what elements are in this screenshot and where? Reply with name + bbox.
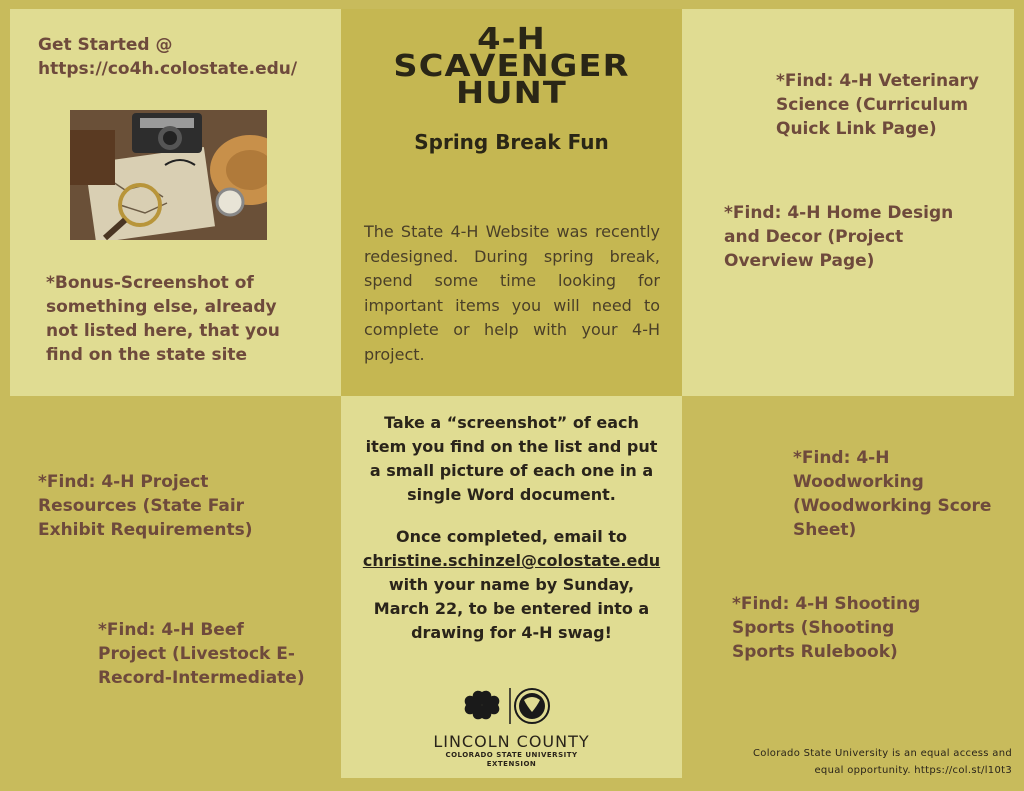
description: The State 4-H Website was recently redesigned. During spring break, spend some time looking for important items you will need to complete or help with your 4-H project. <box>364 222 660 364</box>
find-woodworking: *Find: 4-H Woodworking (Woodworking Score Sheet) <box>793 448 992 540</box>
csu-extension <box>341 751 682 769</box>
csu-line-2: EXTENSION <box>486 760 537 768</box>
panel-top-left <box>10 9 341 396</box>
find-veterinary: *Find: 4-H Veterinary Science (Curriculum Quick Link Page) <box>776 71 980 139</box>
bonus-text: *Bonus-Screenshot of something else, already not listed here, that you find on the state site <box>46 273 280 365</box>
photo-illustration <box>70 110 267 240</box>
panel-top-right <box>682 9 1014 396</box>
find-home-design: *Find: 4-H Home Design and Decor (Project Overview Page) <box>724 203 954 271</box>
get-started-text: Get Started @ https://co4h.colostate.edu/ <box>38 35 298 79</box>
panel-bottom-center <box>341 396 682 778</box>
instructions: Take a “screenshot” of each item you find on the list and put a small picture of each one in a single Word document. <box>365 413 658 504</box>
email-link[interactable]: christine.schinzel@colostate.edu <box>362 551 661 570</box>
subtitle: Spring Break Fun <box>414 130 609 154</box>
find-beef-project: *Find: 4-H Beef Project (Livestock E-Record-Intermediate) <box>98 620 305 688</box>
clover-icon <box>464 691 499 720</box>
panel-top-center <box>341 9 682 396</box>
logo-group <box>341 686 682 730</box>
explorer-photo <box>70 110 267 240</box>
csu-line-1: COLORADO STATE UNIVERSITY <box>445 751 578 759</box>
footer-line-2: equal opportunity. https://col.st/l10t3 <box>814 765 1012 776</box>
email-outro: with your name by Sunday, March 22, to be entered into a drawing for 4-H swag! <box>373 575 650 642</box>
footer-disclaimer <box>732 745 1012 779</box>
ram-icon <box>515 689 549 723</box>
title-line-3: HUNT <box>456 76 567 111</box>
email-intro: Once completed, email to <box>396 527 627 546</box>
page-title <box>321 22 703 111</box>
logos <box>462 686 562 726</box>
county-name: LINCOLN COUNTY <box>433 732 590 751</box>
find-shooting-sports: *Find: 4-H Shooting Sports (Shooting Sports Rulebook) <box>732 594 921 662</box>
title-line-2: SCAVENGER <box>393 49 630 84</box>
title-line-1: 4-H <box>477 22 546 57</box>
footer-line-1: Colorado State University is an equal access and <box>753 748 1012 759</box>
find-project-resources: *Find: 4-H Project Resources (State Fair Exhibit Requirements) <box>38 472 253 540</box>
